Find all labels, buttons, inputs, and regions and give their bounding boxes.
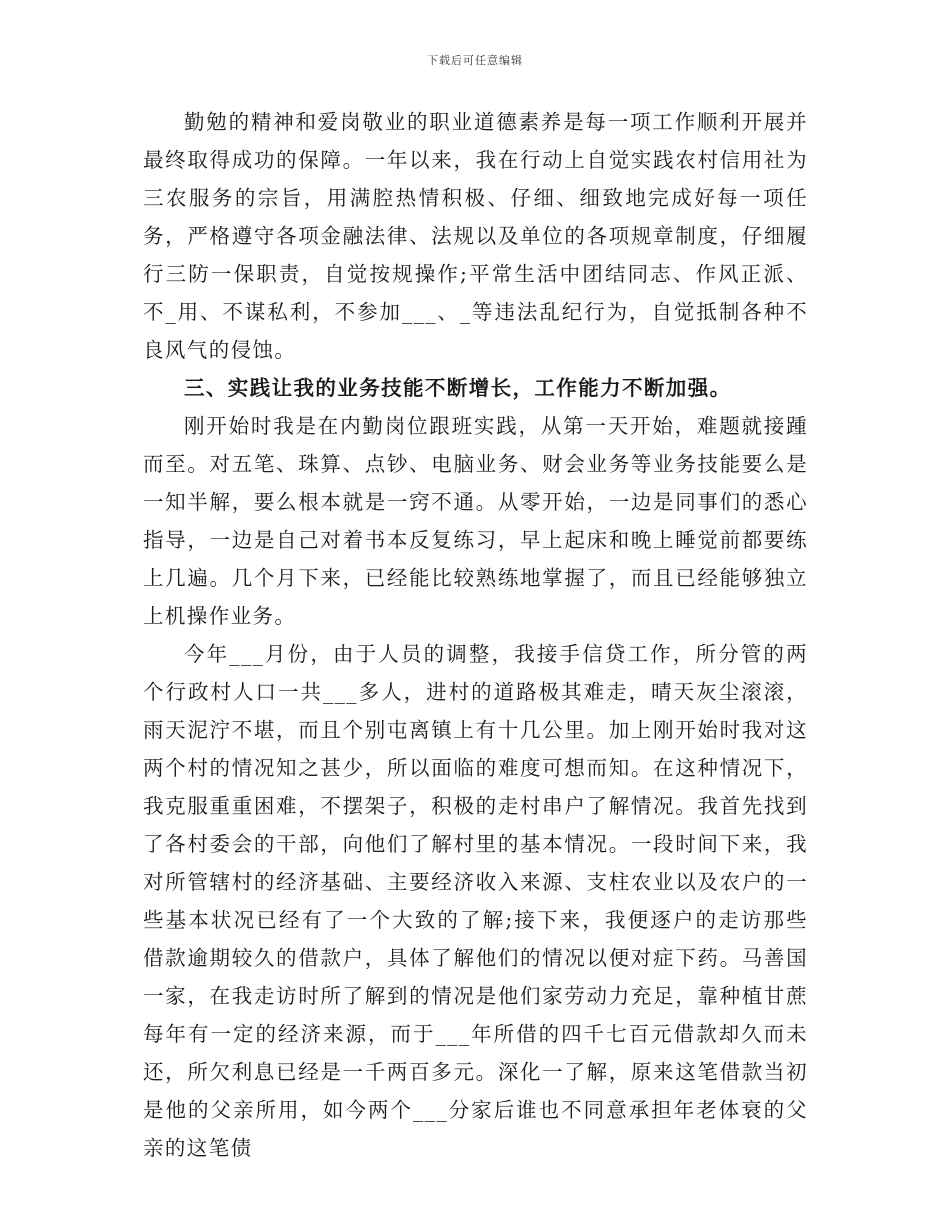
page-header: 下载后可任意编辑 xyxy=(427,54,523,67)
paragraph-credit-work: 今年___月份，由于人员的调整，我接手信贷工作，所分管的两个行政村人口一共___多人，进村的道路极其难走，晴天灰尘滚滚，雨天泥泞不堪，而且个别屯离镇上有十几公里。加上刚开始时我对这两个村的情况知之甚少，所以面临的难度可想而知。在这种情况下，我克服重重困难，不摆架子，积极的走村串户了解情况。我首先找到了各村委会的干部，向他们了解村里的基本情况。一段时间下来，我对所管辖村的经济基础、主要经济收入来源、支柱农业以及农户的一些基本状况已经有了一个大致的了解;接下来，我便逐户的走访那些借款逾期较久的借款户，具体了解他们的情况以便对症下药。马善国一家，在我走访时所了解到的情况是他们家劳动力充足，靠种植甘蔗每年有一定的经济来源，而于___年所借的四千七百元借款却久而未还，所欠利息已经是一千两百多元。深化一了解，原来这笔借款当初是他的父亲所用，如今两个___分家后谁也不同意承担年老体衰的父亲的这笔债 xyxy=(143,642,808,1160)
paragraph-work-ethic: 勤勉的精神和爱岗敬业的职业道德素养是每一项工作顺利开展并最终取得成功的保障。一年以来，我在行动上自觉实践农村信用社为三农服务的宗旨，用满腔热情积极、仔细、细致地完成好每一项任务，严格遵守各项金融法律、法规以及单位的各项规章制度，仔细履行三防一保职责，自觉按规操作;平常生活中团结同志、作风正派、不_用、不谋私利，不参加___、_等违法乱纪行为，自觉抵制各种不良风气的侵蚀。 xyxy=(143,110,808,362)
section-heading: 三、实践让我的业务技能不断增长，工作能力不断加强。 xyxy=(184,376,732,400)
paragraph-internal-training: 刚开始时我是在内勤岗位跟班实践，从第一天开始，难题就接踵而至。对五笔、珠算、点钞、电脑业务、财会业务等业务技能要么是一知半解，要么根本就是一窍不通。从零开始，一边是同事们的悉心指导，一边是自己对着书本反复练习，早上起床和晚上睡觉前都要练上几遍。几个月下来，已经能比较熟练地掌握了，而且已经能够独立上机操作业务。 xyxy=(143,414,808,628)
document-body xyxy=(143,103,808,1167)
